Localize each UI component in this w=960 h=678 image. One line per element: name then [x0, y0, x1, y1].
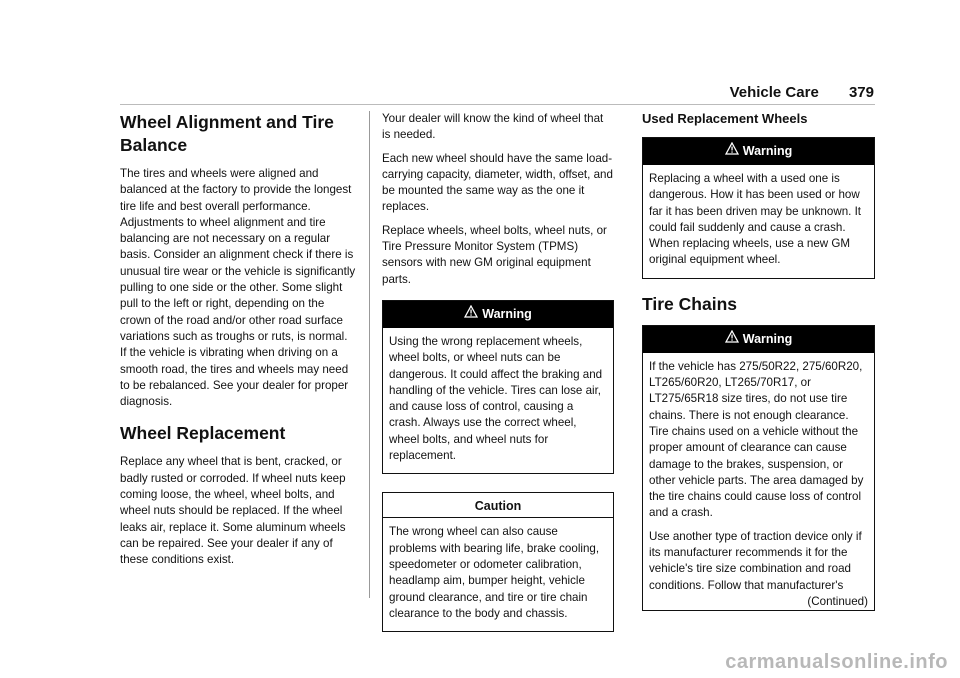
warning-text-used: Replacing a wheel with a used one is dangerous. How it has been used or how far it has been driven may be unknown. It could fail suddenly and cause a crash. When replacing wheels, use a new GM original equipment wheel. — [649, 172, 862, 267]
paragraph-new-wheel: Each new wheel should have the same load-carrying capacity, diameter, width, offset, and be mounted the same way as the one it replaces. — [382, 151, 613, 214]
warning-text-chains-2: Use another type of traction device only if its manufacturer recommends it for the vehicle's tire size combination and road conditions. Follow that manufacturer's — [649, 529, 862, 592]
warning-header-used — [643, 138, 874, 165]
warning-box — [382, 300, 614, 474]
warning-text-chains-1: If the vehicle has 275/50R22, 275/60R20, LT265/60R20, LT265/70R17, or LT275/65R18 size tires, do not use tire chains. There is not enough clearance. Tire chains used on a vehicle without the proper amount of clearance can cause damage to the brakes, suspension, or other vehicle parts. The area damaged by the tire chains could cause loss of control and a crash. — [649, 359, 864, 520]
warning-title: Warning — [742, 144, 793, 158]
warning-text: Using the wrong replacement wheels, wheel bolts, or wheel nuts can be dangerous. It could affect the braking and handling of the vehicle. Tires can lose air, and cause loss of control, causing a crash. Always use the correct wheel, wheel bolts, and wheel nuts for replacement. — [389, 334, 603, 463]
warning-title: Warning — [482, 306, 532, 321]
warning-triangle-icon — [725, 326, 739, 353]
column-divider — [369, 111, 370, 598]
heading-wheel-replacement: Wheel Replacement — [120, 423, 286, 444]
watermark: carmanualsonline.info — [725, 651, 948, 673]
warning-box-chains — [642, 325, 875, 611]
section-title: Vehicle Care — [729, 84, 819, 101]
heading-tire-chains: Tire Chains — [642, 293, 737, 314]
warning-title: Warning — [742, 331, 793, 346]
warning-box-used — [642, 137, 875, 279]
page-number: 379 — [848, 84, 874, 101]
warning-header — [383, 301, 613, 328]
caution-text: The wrong wheel can also cause problems with bearing life, brake cooling, speedometer or odometer calibration, headlamp aim, bumper height, vehicle ground clearance, and tire or tire chain clearance to the body and chassis. — [389, 525, 600, 620]
paragraph-replace-parts: Replace wheels, wheel bolts, wheel nuts, or Tire Pressure Monitor System (TPMS) sensors with new GM original equipment parts. — [382, 223, 607, 286]
paragraph-alignment: The tires and wheels were aligned and balanced at the factory to provide the longest tire life and best overall performance. Adjustments to wheel alignment and tire balancing are not necessary on a regular basis. Consider an alignment check if there is unusual tire wear or the vehicle is significantly pulling to one side or the other. Some slight pull to the left or right, depending on the crown of the road and/or other road surface variations such as troughs or ruts, is normal. If the vehicle is vibrating when driving on a smooth road, the tires and wheels may need to be rebalanced. See your dealer for proper diagnosis. — [120, 167, 356, 409]
column-3 — [642, 111, 875, 611]
header-rule — [120, 104, 875, 105]
column-1 — [120, 111, 356, 576]
warning-triangle-icon — [725, 138, 739, 165]
heading-wheel-alignment: Wheel Alignment and Tire Balance — [120, 112, 334, 155]
heading-used-replacement-wheels: Used Replacement Wheels — [642, 111, 808, 126]
caution-title: Caution — [383, 493, 613, 518]
column-2 — [382, 111, 614, 642]
paragraph-dealer: Your dealer will know the kind of wheel that is needed. — [382, 112, 604, 142]
continued-label: (Continued) — [807, 594, 868, 608]
paragraph-replacement: Replace any wheel that is bent, cracked, or badly rusted or corroded. If wheel nuts keep coming loose, the wheel, wheel bolts, and wheel nuts should be replaced. If the wheel leaks air, replace it. Some aluminum wheels can be repaired. See your dealer if any of these conditions exist. — [120, 455, 346, 567]
page-header — [730, 84, 874, 101]
caution-box — [382, 492, 614, 632]
warning-header-chains — [643, 326, 874, 353]
warning-triangle-icon — [464, 301, 478, 328]
